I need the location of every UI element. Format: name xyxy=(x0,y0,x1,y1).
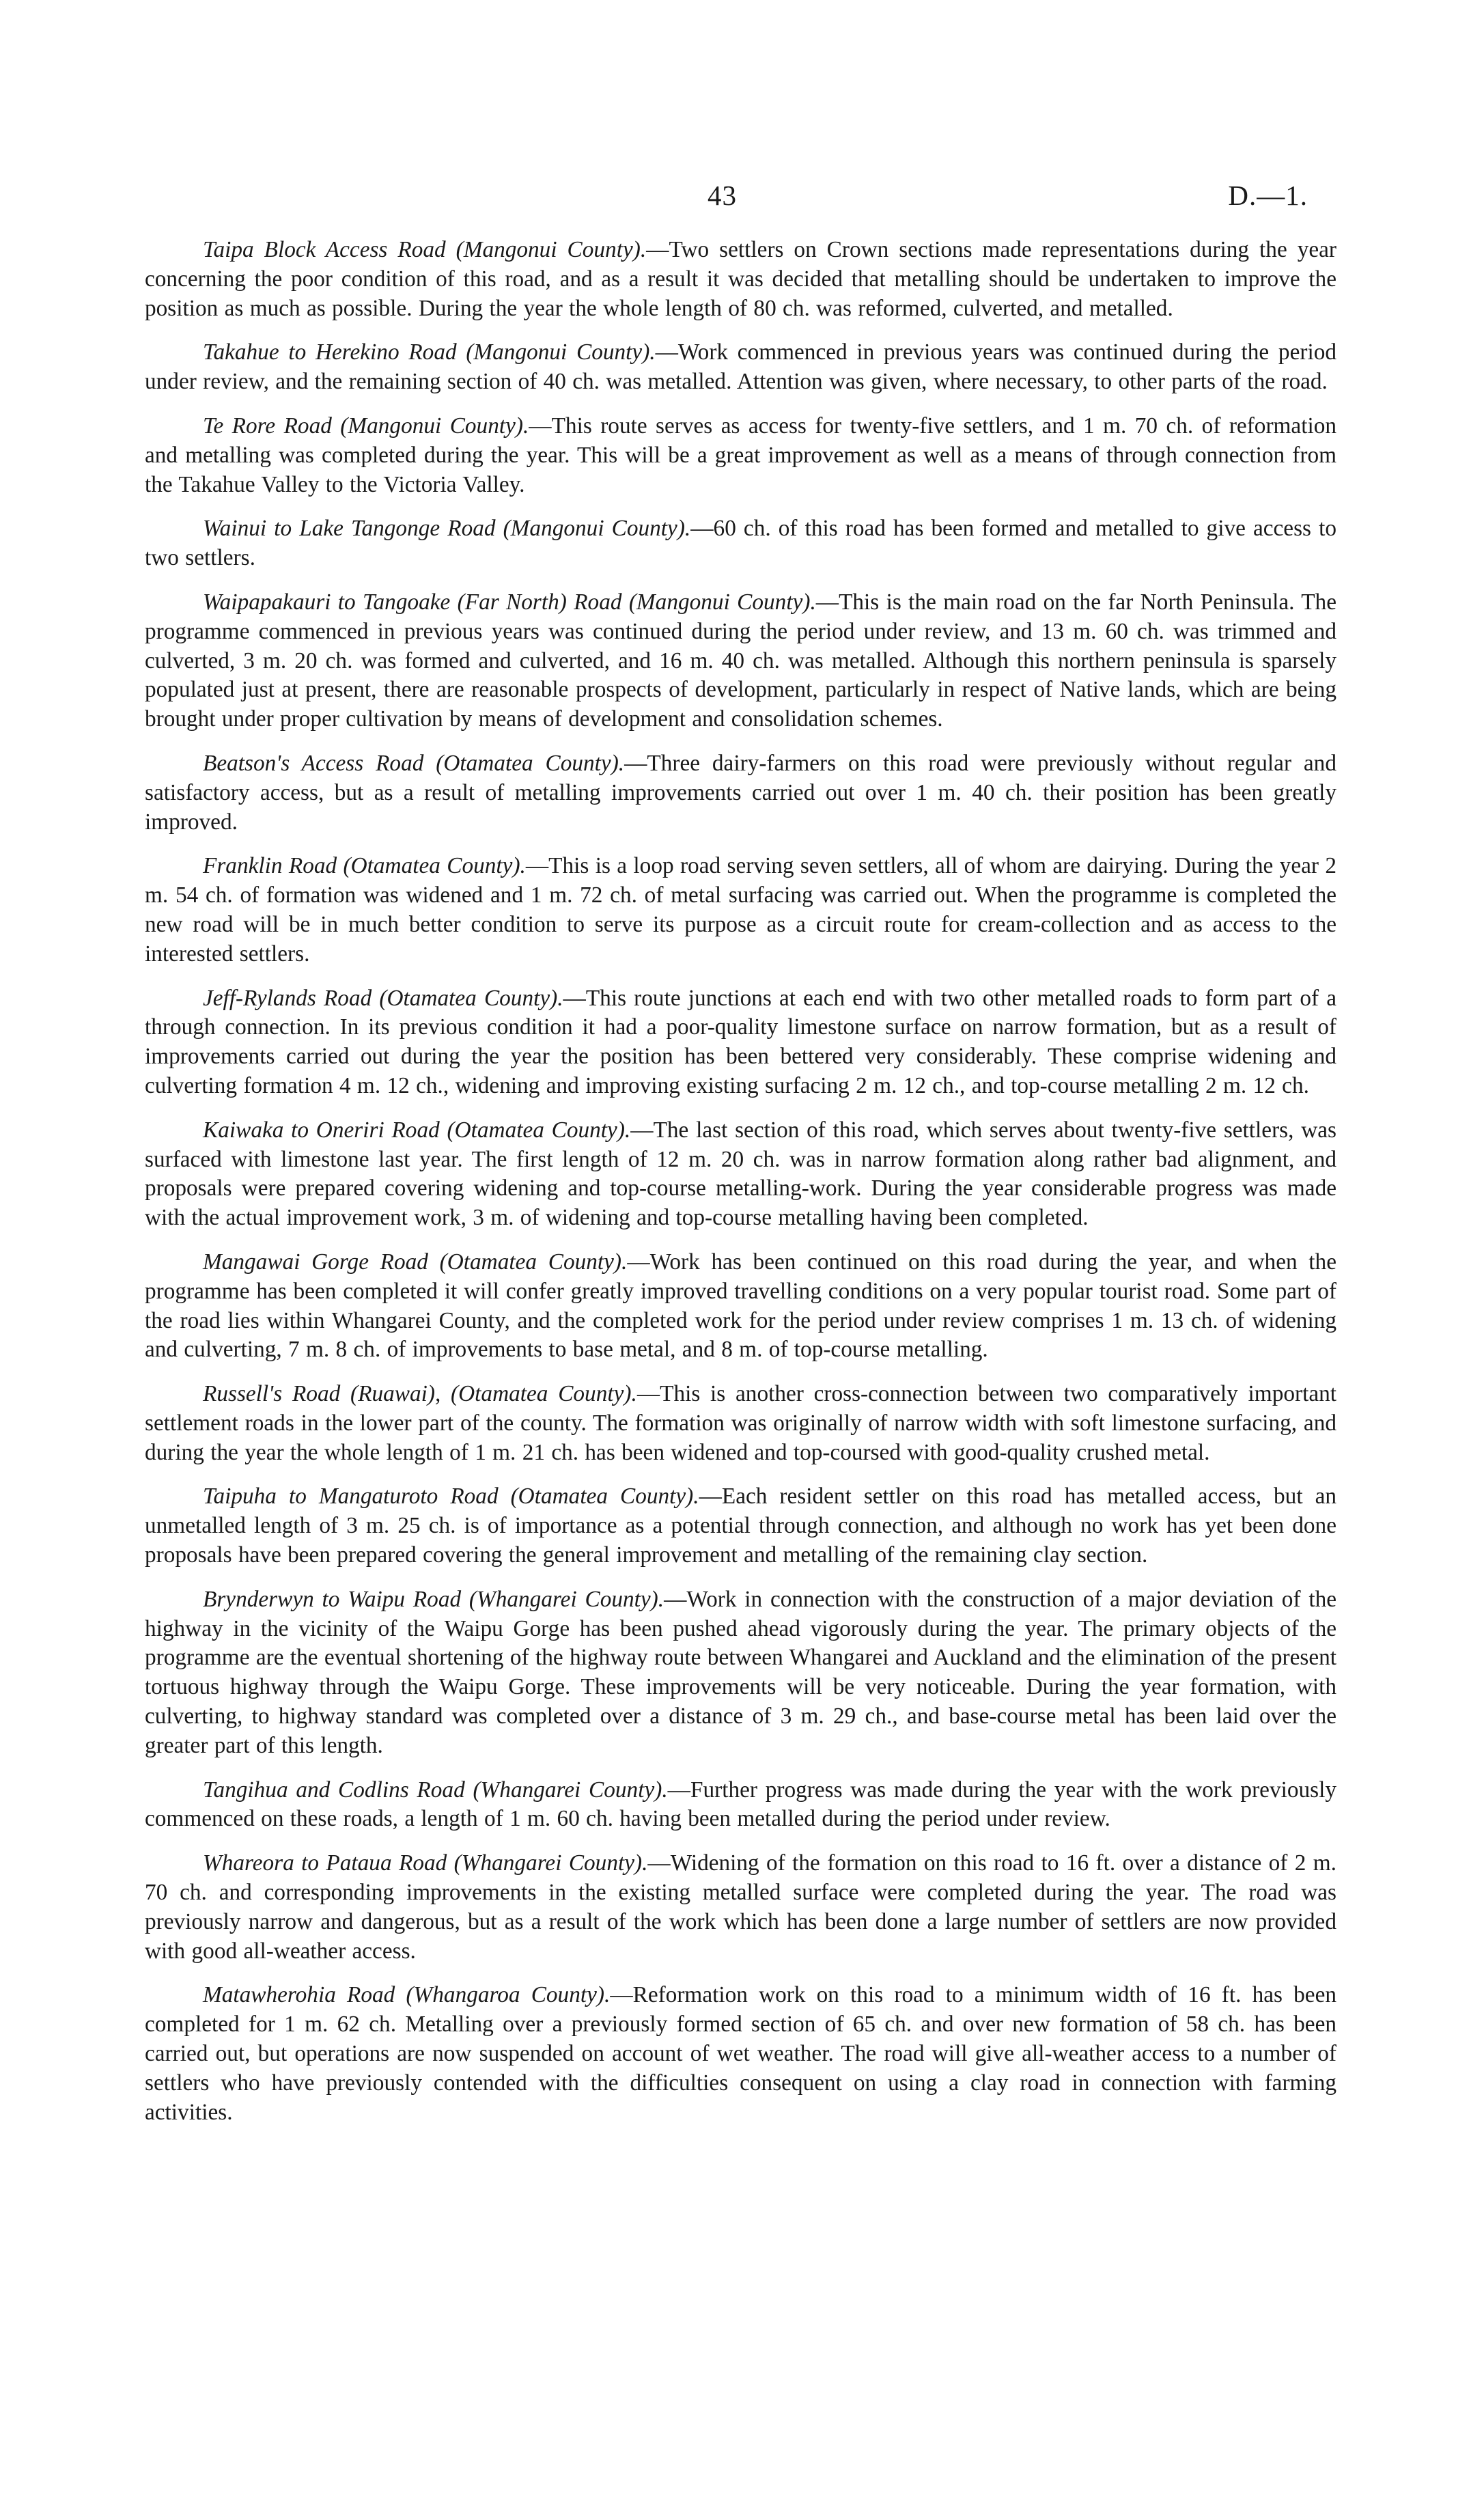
paragraph-text: —This is another cross-connection between two comparatively important settlement roads in the lower part of the county. The formation was originally of narrow width with soft limestone surfacing, and during the year the whole length of 1 m. 21 ch. has been widened and top-coursed with good-quality crushed metal. xyxy=(145,1381,1337,1465)
paragraph-taipa-block xyxy=(145,236,1336,323)
paragraph-brynderwyn-waipu xyxy=(145,1585,1336,1761)
paragraph-matawherohia xyxy=(145,1981,1336,2127)
paragraph-franklin xyxy=(145,852,1336,969)
paragraph-tangihua-codlins xyxy=(145,1776,1336,1835)
paragraph-te-rore xyxy=(145,412,1336,499)
paragraph-text: —Work commenced in previous years was continued during the period under review, and the remaining section of 40 ch. was metalled. Attention was given, where necessary, to other parts of the road. xyxy=(145,339,1336,395)
body-text xyxy=(145,236,1336,2142)
paragraph-russells-road xyxy=(145,1380,1336,1467)
paragraph-whareora-pataua xyxy=(145,1849,1336,1966)
paragraph-taipuha-mangaturoto xyxy=(145,1482,1336,1570)
paragraph-heading: Taipa Block Access Road (Mangonui County). xyxy=(203,237,647,262)
paragraph-kaiwaka-oneriri xyxy=(145,1116,1336,1233)
paragraph-heading: Russell's Road (Ruawai), (Otamatea County). xyxy=(203,1381,637,1407)
paragraph-text: —Each resident settler on this road has metalled access, but an unmetalled length of 3 m. 25 ch. is of importance as a potential through connection, and although no work has yet been done proposals have been prepared covering the general improvement and metalling of the remaining clay section. xyxy=(145,1484,1337,1568)
paragraph-heading: Mangawai Gorge Road (Otamatea County). xyxy=(203,1249,628,1275)
paragraph-heading: Franklin Road (Otamatea County). xyxy=(203,853,526,879)
paragraph-heading: Wainui to Lake Tangonge Road (Mangonui County). xyxy=(203,516,691,542)
paragraph-text: —This route junctions at each end with two other metalled roads to form part of a through connection. In its previous condition it had a poor-quality limestone surface on narrow formation, but as a result of improvements carried out during the year the position has been bettered very considerably. These comprise widening and culverting formation 4 m. 12 ch., widening and improving existing surfacing 2 m. 12 ch., and top-course metalling 2 m. 12 ch. xyxy=(145,985,1337,1098)
paragraph-waipapakauri xyxy=(145,588,1336,734)
paragraph-text: —This route serves as access for twenty-five settlers, and 1 m. 70 ch. of reformation and metalling was completed during the year. This will be a great improvement as well as a means of through connection from the Takahue Valley to the Victoria Valley. xyxy=(145,413,1337,497)
paragraph-heading: Matawherohia Road (Whangaroa County). xyxy=(203,1982,611,2008)
paragraph-wainui xyxy=(145,514,1336,573)
paragraph-jeff-rylands xyxy=(145,984,1336,1101)
paragraph-heading: Tangihua and Codlins Road (Whangarei County). xyxy=(203,1777,668,1803)
paragraph-heading: Kaiwaka to Oneriri Road (Otamatea County). xyxy=(203,1117,631,1143)
paragraph-heading: Whareora to Pataua Road (Whangarei County). xyxy=(203,1850,648,1876)
paragraph-heading: Takahue to Herekino Road (Mangonui County). xyxy=(203,339,656,365)
paragraph-text: —Two settlers on Crown sections made representations during the year concerning the poor condition of this road, and as a result it was decided that metalling should be undertaken to improve the position as much as possible. During the year the whole length of 80 ch. was reformed, culverted, and metalled. xyxy=(145,237,1336,321)
paragraph-heading: Jeff-Rylands Road (Otamatea County). xyxy=(203,985,563,1011)
paragraph-heading: Brynderwyn to Waipu Road (Whangarei County). xyxy=(203,1586,664,1612)
paragraph-text: —This is the main road on the far North Peninsula. The programme commenced in previous years was continued during the period under review, and 13 m. 60 ch. was trimmed and culverted, 3 m. 20 ch. was formed and culverted, and 16 m. 40 ch. was metalled. Although this northern peninsula is sparsely populated just at present, there are reasonable prospects of development, particularly in respect of Native lands, which are being brought under proper cultivation by means of development and consolidation schemes. xyxy=(145,589,1336,732)
paragraph-heading: Taipuha to Mangaturoto Road (Otamatea County). xyxy=(203,1484,699,1510)
paragraph-text: —Three dairy-farmers on this road were previously without regular and satisfactory access, but as a result of metalling improvements carried out over 1 m. 40 ch. their position has been greatly improved. xyxy=(145,750,1336,835)
paragraph-mangawai-gorge xyxy=(145,1248,1336,1365)
paragraph-text: —The last section of this road, which serves about twenty-five settlers, was surfaced with limestone last year. The first length of 12 m. 20 ch. was in narrow formation along rather bad alignment, and proposals were prepared covering widening and top-course metalling-work. During the year considerable progress was made with the actual improvement work, 3 m. of widening and top-course metalling having been completed. xyxy=(145,1117,1336,1231)
paragraph-takahue-herekino xyxy=(145,338,1336,397)
paragraph-heading: Beatson's Access Road (Otamatea County). xyxy=(203,750,625,776)
document-reference: D.—1. xyxy=(1228,180,1308,211)
paragraph-text: —Work has been continued on this road during the year, and when the programme has been completed it will confer greatly improved travelling conditions on a very popular tourist road. Some part of the road lies within Whangarei County, and the completed work for the period under review comprises 1 m. 13 ch. of widening and culverting, 7 m. 8 ch. of improvements to base metal, and 8 m. of top-course metalling. xyxy=(145,1249,1336,1363)
paragraph-text: —Widening of the formation on this road to 16 ft. over a distance of 2 m. 70 ch. and corresponding improvements in the existing metalled surface were completed during the year. The road was previously narrow and dangerous, but as a result of the work which has been done a large number of settlers are now provided with good all-weather access. xyxy=(145,1850,1336,1964)
page-number: 43 xyxy=(708,180,737,211)
paragraph-text: —Work in connection with the construction of a major deviation of the highway in the vicinity of the Waipu Gorge has been pushed ahead vigorously during the year. The primary objects of the programme are the eventual shortening of the highway route between Whangarei and Auckland and the elimination of the present tortuous highway through the Waipu Gorge. These improvements will be very noticeable. During the year formation, with culverting, to highway standard was completed over a distance of 3 m. 29 ch., and base-course metal has been laid over the greater part of this length. xyxy=(145,1586,1336,1758)
paragraph-text: —Reformation work on this road to a minimum width of 16 ft. has been completed for 1 m. 62 ch. Metalling over a previously formed section of 65 ch. and over new formation of 58 ch. has been carried out, but operations are now suspended on account of wet weather. The road will give all-weather access to a number of settlers who have previously contended with the difficulties consequent on using a clay road in connection with farming activities. xyxy=(145,1982,1336,2125)
page-header xyxy=(0,179,1484,220)
paragraph-text: —60 ch. of this road has been formed and metalled to give access to two settlers. xyxy=(145,516,1336,571)
paragraph-text: —This is a loop road serving seven settlers, all of whom are dairying. During the year 2 m. 54 ch. of formation was widened and 1 m. 72 ch. of metal surfacing was carried out. When the programme is completed the new road will be in much better condition to serve its purpose as a circuit route for cream-collection and as access to the interested settlers. xyxy=(145,853,1336,967)
paragraph-heading: Waipapakauri to Tangoake (Far North) Road (Mangonui County). xyxy=(203,589,816,615)
paragraph-text: —Further progress was made during the year with the work previously commenced on these roads, a length of 1 m. 60 ch. having been metalled during the period under review. xyxy=(145,1777,1336,1832)
paragraph-beatsons-access xyxy=(145,749,1336,837)
paragraph-heading: Te Rore Road (Mangonui County). xyxy=(203,413,529,439)
